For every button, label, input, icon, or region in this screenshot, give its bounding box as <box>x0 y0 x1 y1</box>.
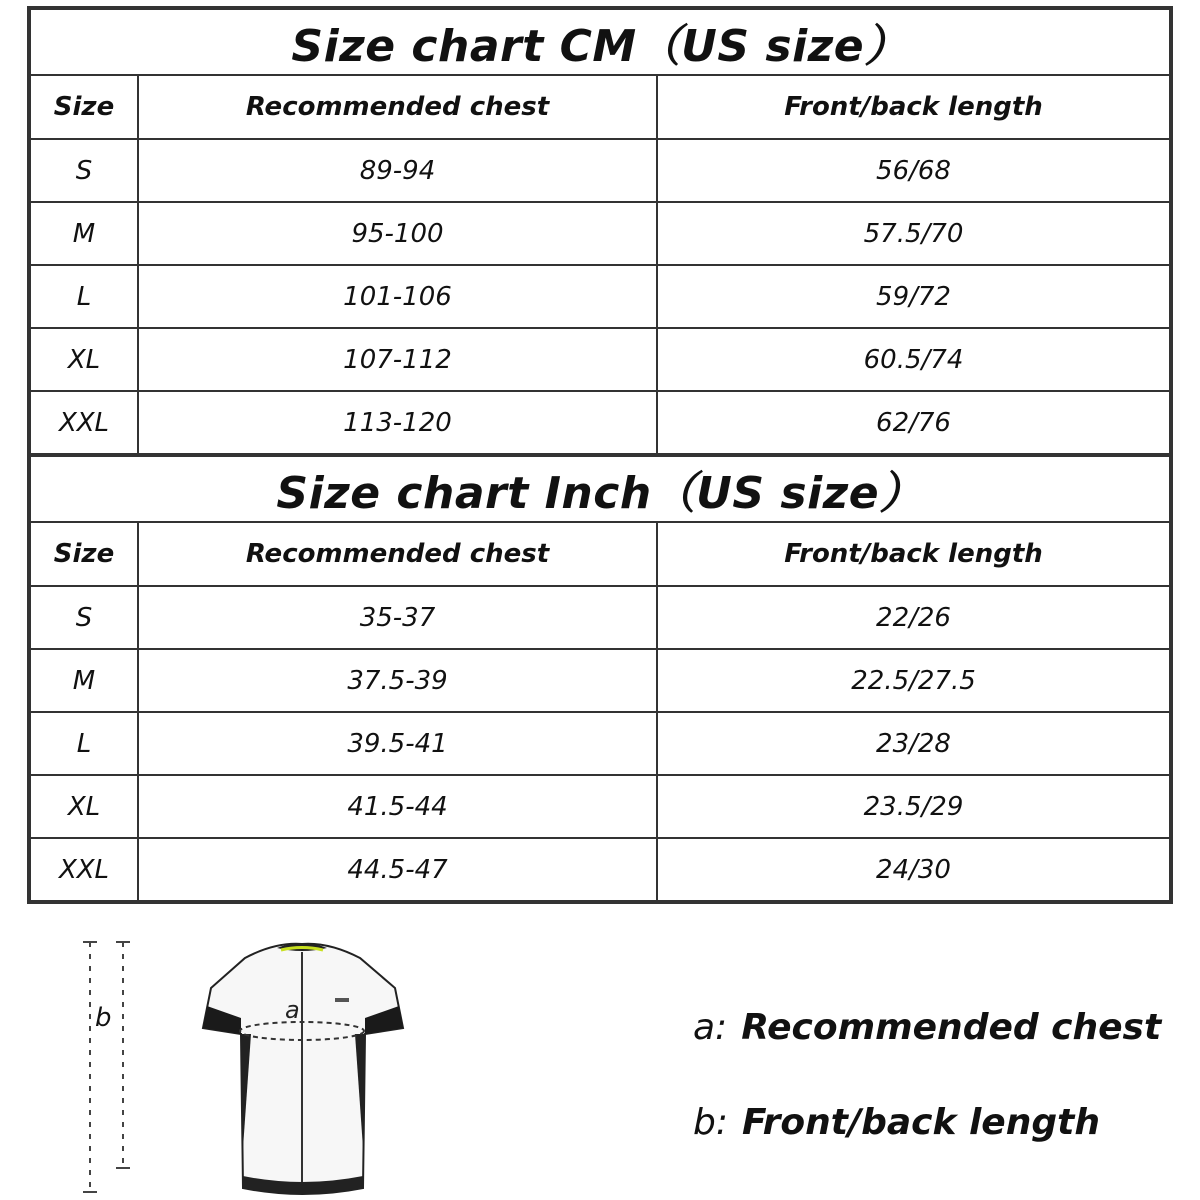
chest-cell: 37.5-39 <box>138 649 657 712</box>
size-chart-cm <box>27 6 1173 457</box>
length-cell: 23/28 <box>657 712 1170 775</box>
chest-cell: 44.5-47 <box>138 838 657 901</box>
table-row <box>30 775 1170 838</box>
legend-item-chest <box>693 1007 1161 1048</box>
length-cell: 22.5/27.5 <box>657 649 1170 712</box>
table-row <box>30 586 1170 649</box>
chart-title-inch: Size chart Inch（US size） <box>30 456 1170 522</box>
length-label: b <box>95 1003 112 1033</box>
column-header-size: Size <box>30 522 138 586</box>
size-chart-inch <box>27 453 1173 904</box>
legend-key-a: a: <box>693 1007 728 1048</box>
table-row <box>30 202 1170 265</box>
chest-cell: 101-106 <box>138 265 657 328</box>
legend-item-length <box>693 1102 1100 1143</box>
length-cell: 22/26 <box>657 586 1170 649</box>
size-cell: M <box>30 649 138 712</box>
size-cell: XXL <box>30 391 138 454</box>
length-dimension-line <box>80 940 130 1195</box>
chest-cell: 89-94 <box>138 139 657 202</box>
size-cell: M <box>30 202 138 265</box>
length-cell: 57.5/70 <box>657 202 1170 265</box>
size-table-inch <box>29 455 1171 902</box>
length-cell: 62/76 <box>657 391 1170 454</box>
size-cell: S <box>30 586 138 649</box>
chest-cell: 35-37 <box>138 586 657 649</box>
table-row <box>30 649 1170 712</box>
legend-text-chest: Recommended chest <box>741 1007 1162 1048</box>
column-header-chest: Recommended chest <box>138 75 657 139</box>
length-cell: 23.5/29 <box>657 775 1170 838</box>
legend-text-length: Front/back length <box>741 1102 1100 1143</box>
chest-cell: 39.5-41 <box>138 712 657 775</box>
size-cell: XL <box>30 328 138 391</box>
legend-key-b: b: <box>693 1102 728 1143</box>
chest-cell: 95-100 <box>138 202 657 265</box>
column-header-size: Size <box>30 75 138 139</box>
length-cell: 59/72 <box>657 265 1170 328</box>
column-header-length: Front/back length <box>657 522 1170 586</box>
table-row <box>30 265 1170 328</box>
chest-cell: 113-120 <box>138 391 657 454</box>
chest-label: a <box>285 996 300 1024</box>
size-cell: XXL <box>30 838 138 901</box>
table-row <box>30 391 1170 454</box>
chest-cell: 41.5-44 <box>138 775 657 838</box>
size-cell: L <box>30 712 138 775</box>
table-row <box>30 838 1170 901</box>
table-row <box>30 328 1170 391</box>
table-row <box>30 712 1170 775</box>
size-table-cm <box>29 8 1171 455</box>
length-cell: 56/68 <box>657 139 1170 202</box>
column-header-length: Front/back length <box>657 75 1170 139</box>
size-cell: S <box>30 139 138 202</box>
jersey-illustration <box>195 938 410 1198</box>
column-header-chest: Recommended chest <box>138 522 657 586</box>
measurement-diagram <box>0 900 1200 1200</box>
table-row <box>30 139 1170 202</box>
chart-title-cm: Size chart CM（US size） <box>30 9 1170 75</box>
length-cell: 60.5/74 <box>657 328 1170 391</box>
size-cell: L <box>30 265 138 328</box>
chest-cell: 107-112 <box>138 328 657 391</box>
length-cell: 24/30 <box>657 838 1170 901</box>
size-cell: XL <box>30 775 138 838</box>
